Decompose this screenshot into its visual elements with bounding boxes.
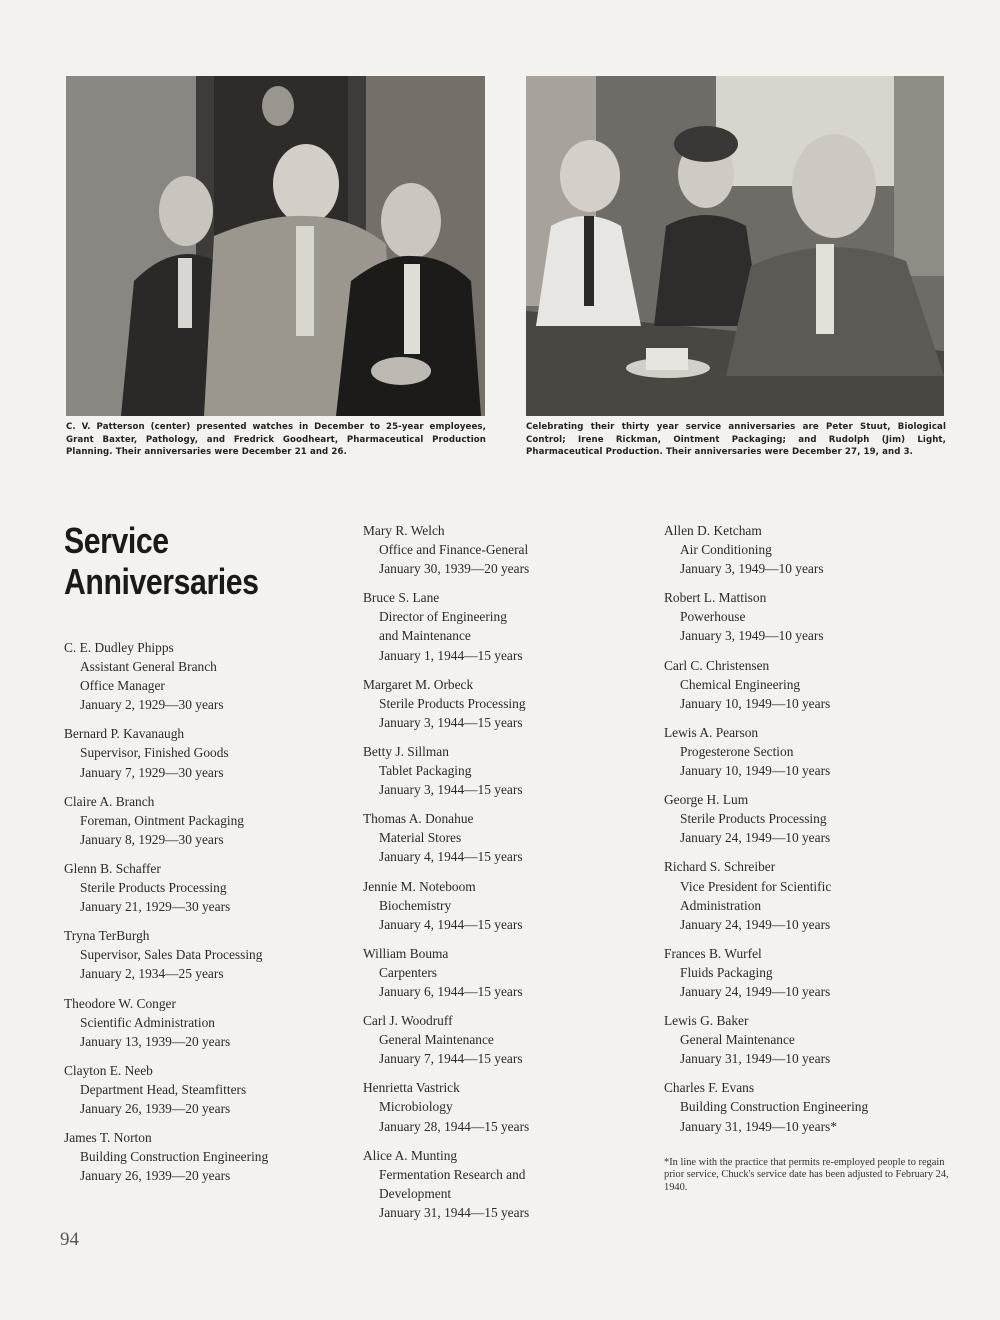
employee-department: Foreman, Ointment Packaging <box>80 812 245 828</box>
anniversary-entry <box>664 723 934 780</box>
anniversary-entry <box>664 588 934 645</box>
employee-department: Microbiology <box>379 1099 453 1115</box>
employee-name: Mary R. Welch <box>363 523 445 538</box>
anniversary-entry <box>664 1078 934 1135</box>
anniversary-date: January 2, 1934—25 years <box>80 966 224 982</box>
employee-department: Sterile Products Processing <box>379 695 526 711</box>
anniversary-date: January 10, 1949—10 years <box>680 695 831 711</box>
anniversary-entry <box>664 857 934 933</box>
employee-name: Margaret M. Orbeck <box>363 676 474 692</box>
anniversary-date: January 31, 1944—15 years <box>379 1204 530 1220</box>
employee-name: Bernard P. Kavanaugh <box>64 726 185 742</box>
anniversary-date: January 3, 1944—15 years <box>379 714 523 730</box>
anniversary-column-1 <box>64 638 334 1195</box>
anniversary-entry <box>363 521 633 578</box>
employee-department: Administration <box>680 897 762 913</box>
anniversary-entry <box>363 809 633 866</box>
employee-department: Sterile Products Processing <box>80 880 227 896</box>
anniversary-entry <box>363 1011 633 1068</box>
employee-name: Thomas A. Donahue <box>363 811 474 827</box>
anniversary-entry <box>64 724 334 781</box>
anniversary-date: January 21, 1929—30 years <box>80 899 231 915</box>
employee-name: Bruce S. Lane <box>363 590 440 606</box>
employee-department: Director of Engineering <box>379 609 507 625</box>
photo-caption-left: C. V. Patterson (center) presented watches in December to 25-year employees, Grant Baxter, Pathology, and Fredrick Goodheart, Pharmaceutical Production Planning. Their anniversaries were December 21 and 26. <box>66 422 486 457</box>
employee-name: Lewis G. Baker <box>664 1013 749 1029</box>
employee-name: Charles F. Evans <box>664 1080 755 1096</box>
photo-celebration <box>526 76 944 416</box>
employee-department: Supervisor, Sales Data Processing <box>80 947 263 963</box>
page-title <box>64 520 259 602</box>
employee-department: Building Construction Engineering <box>680 1099 869 1115</box>
employee-department: Tablet Packaging <box>379 763 472 779</box>
anniversary-entry <box>64 859 334 916</box>
anniversary-date: January 8, 1929—30 years <box>80 831 224 847</box>
employee-name: Richard S. Schreiber <box>664 859 776 875</box>
anniversary-date: January 7, 1944—15 years <box>379 1051 523 1067</box>
anniversary-date: January 1, 1944—15 years <box>379 647 523 663</box>
anniversary-date: January 3, 1949—10 years <box>680 561 824 577</box>
employee-department: Progesterone Section <box>680 743 794 759</box>
anniversary-column-2 <box>363 521 633 1232</box>
anniversary-entry <box>64 638 334 714</box>
employee-name: Alice A. Munting <box>363 1147 458 1163</box>
anniversary-entry <box>363 944 633 1001</box>
anniversary-date: January 28, 1944—15 years <box>379 1118 530 1134</box>
employee-name: Allen D. Ketcham <box>664 523 762 538</box>
employee-department: General Maintenance <box>379 1032 494 1048</box>
anniversary-entry <box>363 877 633 934</box>
employee-name: Frances B. Wurfel <box>664 945 762 961</box>
anniversary-entry <box>363 742 633 799</box>
employee-department: Chemical Engineering <box>680 676 801 692</box>
anniversary-date: January 31, 1949—10 years <box>680 1051 831 1067</box>
anniversary-date: January 10, 1949—10 years <box>680 763 831 779</box>
anniversary-date: January 3, 1944—15 years <box>379 782 523 798</box>
anniversary-entry <box>363 1146 633 1222</box>
employee-department: Powerhouse <box>680 609 746 625</box>
anniversary-entry <box>664 944 934 1001</box>
employee-department: Carpenters <box>379 964 438 980</box>
anniversary-date: January 4, 1944—15 years <box>379 849 523 865</box>
anniversary-date: January 24, 1949—10 years <box>680 830 831 846</box>
anniversary-entry <box>64 926 334 983</box>
employee-name: Carl J. Woodruff <box>363 1013 453 1029</box>
employee-department: Office and Finance-General <box>379 542 529 558</box>
employee-department: Material Stores <box>379 830 462 846</box>
employee-department: Department Head, Steamfitters <box>80 1081 247 1097</box>
title-line-2: Anniversaries <box>64 561 259 602</box>
footnote: *In line with the practice that permits re-employed people to regain prior service, Chuck's service date has been adjusted to February 24, 1940. <box>664 1157 949 1193</box>
anniversary-entry <box>64 1061 334 1118</box>
anniversary-entry <box>363 675 633 732</box>
employee-department: Sterile Products Processing <box>680 811 827 827</box>
employee-name: Glenn B. Schaffer <box>64 860 161 876</box>
anniversary-date: January 3, 1949—10 years <box>680 628 824 644</box>
anniversary-entry <box>664 656 934 713</box>
anniversary-column-3 <box>664 521 934 1146</box>
employee-name: Clayton E. Neeb <box>64 1062 153 1078</box>
employee-name: George H. Lum <box>664 792 749 808</box>
employee-department: Air Conditioning <box>680 542 772 558</box>
anniversary-date: January 2, 1929—30 years <box>80 697 224 713</box>
employee-department: Development <box>379 1185 452 1201</box>
anniversary-date: January 4, 1944—15 years <box>379 916 523 932</box>
anniversary-date: January 26, 1939—20 years <box>80 1100 231 1116</box>
employee-department: Fluids Packaging <box>680 964 773 980</box>
anniversary-date: January 30, 1939—20 years <box>379 561 530 577</box>
employee-name: Carl C. Christensen <box>664 657 770 673</box>
employee-name: William Bouma <box>363 945 449 961</box>
employee-name: Claire A. Branch <box>64 793 155 809</box>
anniversary-date: January 31, 1949—10 years* <box>680 1118 837 1134</box>
anniversary-entry <box>363 1078 633 1135</box>
employee-department: Fermentation Research and <box>379 1166 526 1182</box>
anniversary-entry <box>64 994 334 1051</box>
employee-department: Building Construction Engineering <box>80 1149 269 1165</box>
employee-department: Assistant General Branch <box>80 659 217 675</box>
photo-caption-right: Celebrating their thirty year service anniversaries are Peter Stuut, Biological Control; Irene Rickman, Ointment Packaging; and Rudolph (Jim) Light, Pharmaceutical Production. Their anniversaries were December 27, 19, and 3. <box>526 422 946 457</box>
employee-name: Henrietta Vastrick <box>363 1080 460 1096</box>
anniversary-entry <box>664 521 934 578</box>
employee-department: Vice President for Scientific <box>680 878 832 894</box>
anniversary-date: January 13, 1939—20 years <box>80 1033 231 1049</box>
employee-department: Supervisor, Finished Goods <box>80 745 229 761</box>
anniversary-date: January 7, 1929—30 years <box>80 764 224 780</box>
employee-name: Jennie M. Noteboom <box>363 878 476 894</box>
employee-name: C. E. Dudley Phipps <box>64 640 174 655</box>
anniversary-date: January 26, 1939—20 years <box>80 1168 231 1184</box>
employee-name: Theodore W. Conger <box>64 995 176 1011</box>
employee-department: Office Manager <box>80 678 165 694</box>
employee-department: Scientific Administration <box>80 1014 216 1030</box>
employee-department: General Maintenance <box>680 1032 795 1048</box>
photo-presentation <box>66 76 485 416</box>
anniversary-date: January 24, 1949—10 years <box>680 916 831 932</box>
employee-name: James T. Norton <box>64 1130 152 1146</box>
anniversary-entry <box>664 790 934 847</box>
employee-department: and Maintenance <box>379 628 471 644</box>
title-line-1: Service <box>64 520 169 561</box>
anniversary-date: January 24, 1949—10 years <box>680 983 831 999</box>
employee-name: Betty J. Sillman <box>363 743 449 759</box>
employee-name: Tryna TerBurgh <box>64 928 150 944</box>
employee-department: Biochemistry <box>379 897 452 913</box>
employee-name: Robert L. Mattison <box>664 590 767 606</box>
employee-name: Lewis A. Pearson <box>664 724 759 740</box>
page-number: 94 <box>60 1229 79 1250</box>
anniversary-entry <box>363 588 633 664</box>
anniversary-entry <box>64 792 334 849</box>
anniversary-entry <box>664 1011 934 1068</box>
anniversary-date: January 6, 1944—15 years <box>379 983 523 999</box>
anniversary-entry <box>64 1128 334 1185</box>
